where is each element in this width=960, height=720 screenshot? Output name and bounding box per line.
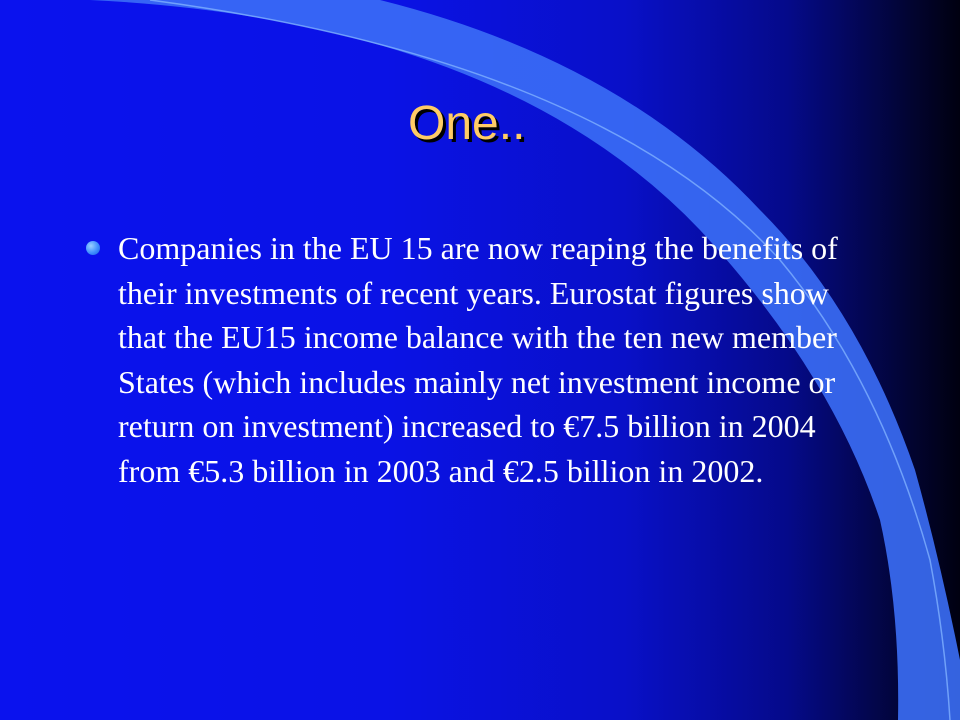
- bullet-dot-icon: [86, 241, 100, 255]
- bullet-list: [86, 226, 866, 493]
- bullet-item: [86, 226, 866, 493]
- bullet-text: Companies in the EU 15 are now reaping the benefits of their investments of recent years. Eurostat figures show that the EU15 income balance with the ten new member States (which includes mainly net investment income or return on investment) increased to €7.5 billion in 2004 from €5.3 billion in 2003 and €2.5 billion in 2002.: [118, 230, 838, 489]
- slide-title: One..: [408, 97, 526, 150]
